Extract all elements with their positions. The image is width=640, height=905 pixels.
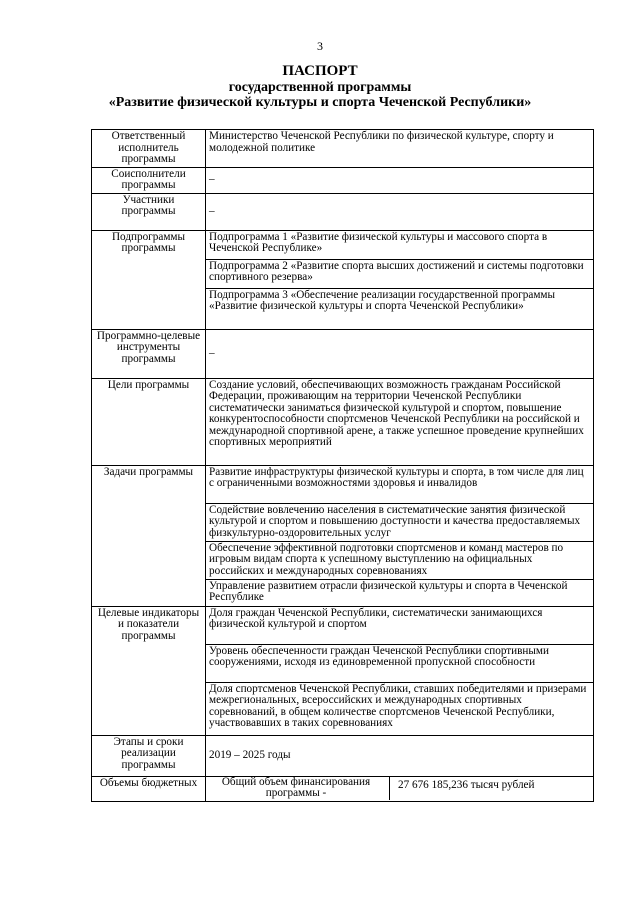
row-instruments <box>92 329 594 378</box>
value-responsible: Министерство Чеченской Республики по физической культуре, спорту и молодежной политике <box>206 130 594 168</box>
label-tasks: Задачи программы <box>92 465 206 606</box>
label-participants: Участники программы <box>92 193 206 230</box>
value-task-1: Развитие инфраструктуры физической культуры и спорта, в том числе для лиц с ограниченными возможностями здоровья и инвалидов <box>206 465 594 503</box>
value-subprogram-1: Подпрограмма 1 «Развитие физической культуры и массового спорта в Чеченской Республике» <box>206 230 594 259</box>
value-indicator-3: Доля спортсменов Чеченской Республики, ставших победителями и призерами межрегиональных, всероссийских и международных спортивных соревнований, в общем количестве спортсменов Чеченской Республики, участвовавших в таких соревнованиях <box>206 682 594 735</box>
value-participants: – <box>206 193 594 230</box>
value-indicator-1: Доля граждан Чеченской Республики, систематически занимающихся физической культурой и спортом <box>206 606 594 644</box>
document-subtitle-line-1: государственной программы <box>228 80 412 95</box>
row-goals <box>92 378 594 465</box>
document-header <box>60 63 580 110</box>
label-coexecutors: Соисполнители программы <box>92 167 206 193</box>
value-subprogram-3: Подпрограмма 3 «Обеспечение реализации государственной программы «Развитие физической культуры и спорта Чеченской Республики» <box>206 288 594 329</box>
row-participants <box>92 193 594 230</box>
document-subtitle-line-2: «Развитие физической культуры и спорта Чеченской Республики» <box>108 95 532 110</box>
value-goals: Создание условий, обеспечивающих возможность гражданам Российской Федерации, проживающим на территории Чеченской Республики систематически заниматься физической культурой и спортом, повышение конкурентоспособности спортсменов Чеченской Республики на российской и международной спортивной арене, а также успешное проведение крупнейших спортивных мероприятий <box>206 378 594 465</box>
value-task-2: Содействие вовлечению населения в систематические занятия физической культурой и спортом и повышению доступности и качества предоставляемых физкультурно-оздоровительных услуг <box>206 503 594 541</box>
budget-total-label: Общий объем финансирования программы - <box>206 777 390 800</box>
budget-total-value: 27 676 185,236 тысяч рублей <box>398 778 535 791</box>
label-stages: Этапы и сроки реализации программы <box>92 735 206 776</box>
label-indicators: Целевые индикаторы и показатели программы <box>92 606 206 735</box>
label-goals: Цели программы <box>92 378 206 465</box>
value-indicator-2: Уровень обеспеченности граждан Чеченской Республики спортивными сооружениями, исходя из единовременной пропускной способности <box>206 644 594 682</box>
label-budget: Объемы бюджетных <box>92 776 206 801</box>
value-task-3: Обеспечение эффективной подготовки спортсменов и команд мастеров по игровым видам спорта к успешному выступлению на официальных российских и международных соревнованиях <box>206 541 594 579</box>
value-stages: 2019 – 2025 годы <box>206 735 594 776</box>
document-title: ПАСПОРТ <box>282 63 358 79</box>
passport-table <box>91 129 594 802</box>
row-coexecutors <box>92 167 594 193</box>
value-task-4: Управление развитием отрасли физической культуры и спорта в Чеченской Республике <box>206 579 594 606</box>
label-instruments: Программно-целевые инструменты программы <box>92 329 206 378</box>
budget-cells <box>206 777 593 800</box>
row-task-1 <box>92 465 594 503</box>
row-indicator-1 <box>92 606 594 644</box>
row-budget <box>92 776 594 801</box>
value-instruments: – <box>206 329 594 378</box>
label-subprograms: Подпрограммы программы <box>92 230 206 329</box>
row-subprogram-1 <box>92 230 594 259</box>
label-responsible: Ответственный исполнитель программы <box>92 130 206 168</box>
row-responsible <box>92 130 594 168</box>
row-stages <box>92 735 594 776</box>
page-number: 3 <box>317 39 323 53</box>
value-budget <box>206 776 594 801</box>
value-subprogram-2: Подпрограмма 2 «Развитие спорта высших достижений и системы подготовки спортивного резерва» <box>206 259 594 288</box>
value-coexecutors: – <box>206 167 594 193</box>
